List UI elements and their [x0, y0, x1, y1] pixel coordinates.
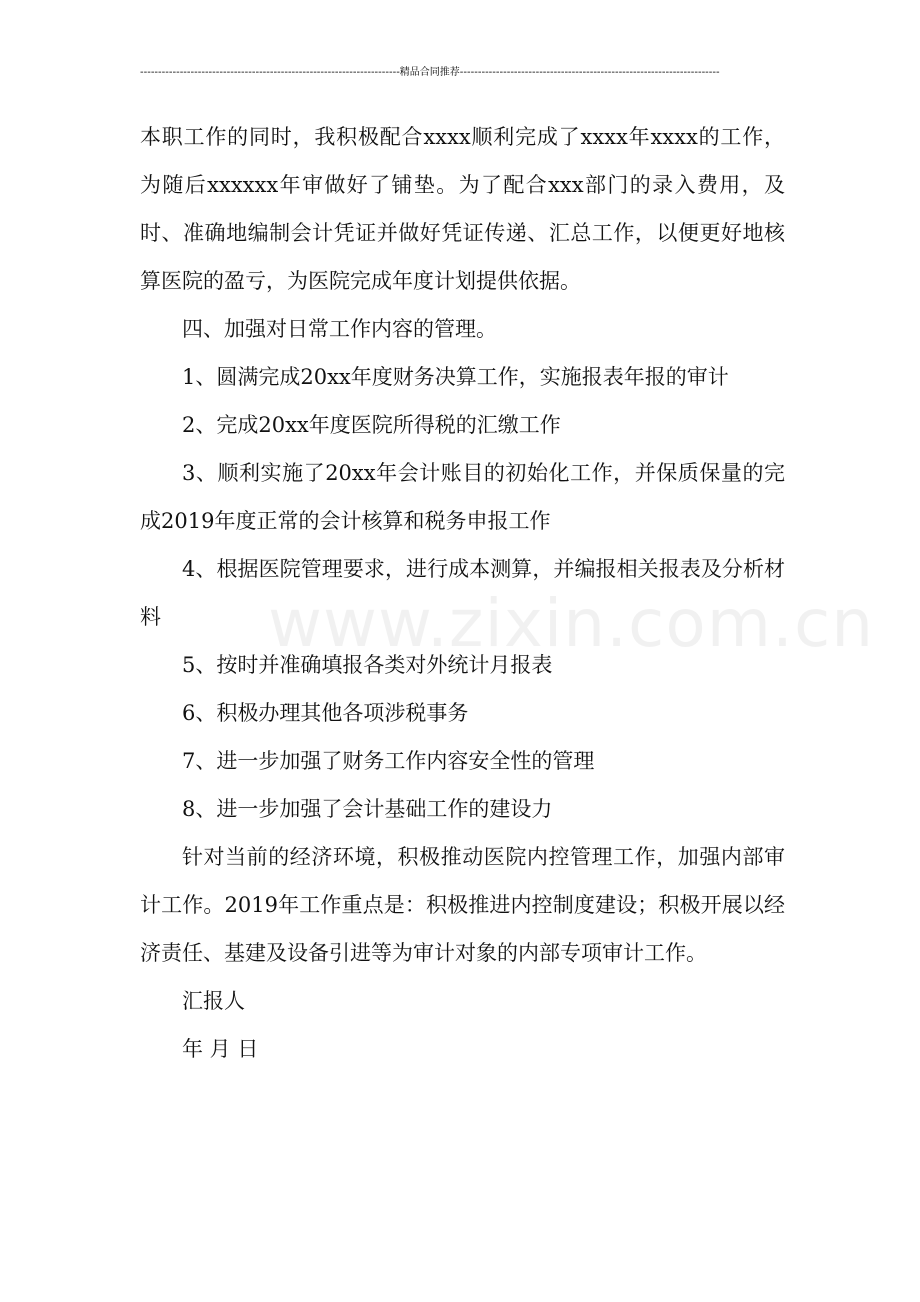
list-item: 1、圆满完成20xx年度财务决算工作，实施报表年报的审计 [182, 365, 729, 389]
list-item: 5、按时并准确填报各类对外统计月报表 [182, 653, 553, 677]
list-item: 7、进一步加强了财务工作内容安全性的管理 [182, 749, 595, 773]
date-line: 年 月 日 [182, 1037, 259, 1061]
list-item: 6、积极办理其他各项涉税事务 [182, 701, 469, 725]
paragraph-intro: 本职工作的同时，我积极配合xxxx顺利完成了xxxx年xxxx的工作，为随后xxxxxx年审做好了铺垫。为了配合xxx部门的录入费用，及时、准确地编制会计凭证并做好凭证传递、汇总工作，以便更好地核算医院的盈亏，为医院完成年度计划提供依据。 [140, 125, 785, 293]
page-header: ------------------------------------------------------------------------精品合同推荐------------------------------------------------------------------------ [140, 67, 720, 78]
list-item: 8、进一步加强了会计基础工作的建设力 [182, 797, 553, 821]
document-body [140, 113, 785, 1073]
section-heading: 四、加强对日常工作内容的管理。 [182, 317, 497, 341]
paragraph-summary: 针对当前的经济环境，积极推动医院内控管理工作，加强内部审计工作。2019年工作重点是：积极推进内控制度建设；积极开展以经济责任、基建及设备引进等为审计对象的内部专项审计工作。 [140, 845, 785, 965]
list-item: 2、完成20xx年度医院所得税的汇缴工作 [182, 413, 561, 437]
watermark: www.zixin.com.cn [268, 585, 875, 662]
list-item: 4、根据医院管理要求，进行成本测算，并编报相关报表及分析材料 [140, 557, 785, 629]
signature-label: 汇报人 [182, 989, 245, 1013]
list-item: 3、顺利实施了20xx年会计账目的初始化工作，并保质保量的完成2019年度正常的会计核算和税务申报工作 [140, 461, 785, 533]
